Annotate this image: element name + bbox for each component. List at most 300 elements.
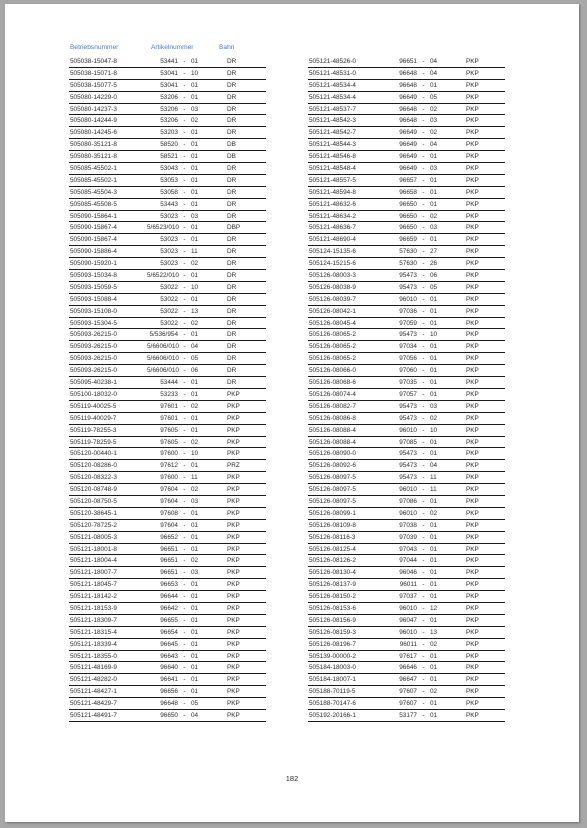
- artikelnummer-number: 96047: [399, 616, 417, 624]
- betriebsnummer-cell: 505126-08065-2: [309, 355, 356, 363]
- artikelnummer-number: 96649: [399, 165, 417, 173]
- artikelnummer-separator: -: [422, 176, 425, 184]
- bahn-cell: PKP: [227, 509, 240, 517]
- artikelnummer-number: 96641: [160, 676, 178, 684]
- table-row: [69, 413, 266, 425]
- artikelnummer-number: 97036: [399, 307, 417, 315]
- artikelnummer-suffix: 01: [191, 165, 199, 173]
- table-row: [308, 674, 505, 686]
- betriebsnummer-cell: 505126-08066-0: [309, 367, 356, 375]
- artikelnummer-suffix: 03: [191, 497, 199, 505]
- artikelnummer-suffix: 01: [191, 533, 199, 541]
- artikelnummer-suffix: 01: [191, 272, 199, 280]
- artikelnummer-number: 57630: [399, 260, 417, 268]
- betriebsnummer-cell: 505119-78259-5: [70, 438, 117, 446]
- artikelnummer-separator: -: [183, 105, 186, 113]
- artikelnummer-separator: -: [183, 200, 186, 208]
- artikelnummer-cell: [386, 403, 461, 411]
- artikelnummer-number: 96648: [399, 81, 417, 89]
- table-row: [69, 686, 266, 698]
- artikelnummer-suffix: 01: [191, 521, 199, 529]
- artikelnummer-number: 96643: [160, 652, 178, 660]
- table-row: [308, 437, 505, 449]
- betriebsnummer-cell: 505121-08005-3: [70, 533, 117, 541]
- artikelnummer-number: 5/6522/010: [147, 272, 179, 280]
- bahn-cell: PKP: [466, 676, 479, 684]
- bahn-cell: PKP: [227, 450, 240, 458]
- betriebsnummer-cell: 505126-08042-1: [309, 307, 356, 315]
- artikelnummer-number: 97604: [160, 497, 178, 505]
- artikelnummer-separator: -: [183, 188, 186, 196]
- artikelnummer-separator: -: [183, 283, 186, 291]
- bahn-cell: PKP: [227, 640, 240, 648]
- artikelnummer-suffix: 01: [191, 331, 199, 339]
- table-row: [69, 662, 266, 674]
- table-row: [69, 341, 266, 353]
- artikelnummer-number: 96011: [399, 581, 417, 589]
- table-row: [69, 591, 266, 603]
- bahn-cell: PKP: [466, 509, 479, 517]
- betriebsnummer-cell: 505126-08068-6: [309, 379, 356, 387]
- betriebsnummer-cell: 505121-48534-4: [309, 81, 356, 89]
- artikelnummer-number: 96653: [160, 581, 178, 589]
- artikelnummer-suffix: 01: [191, 652, 199, 660]
- table-row: [308, 127, 505, 139]
- artikelnummer-cell: [147, 474, 222, 482]
- table-row: [308, 80, 505, 92]
- bahn-cell: PKP: [466, 272, 479, 280]
- table-row: [69, 674, 266, 686]
- betriebsnummer-cell: 505038-15077-5: [70, 81, 117, 89]
- artikelnummer-cell: [386, 308, 461, 316]
- betriebsnummer-cell: 505090-15886-4: [70, 248, 117, 256]
- betriebsnummer-cell: 505093-26215-0: [70, 367, 117, 375]
- artikelnummer-separator: -: [183, 474, 186, 482]
- table-row: [308, 425, 505, 437]
- artikelnummer-cell: [386, 641, 461, 649]
- artikelnummer-number: 96645: [160, 640, 178, 648]
- bahn-cell: DR: [227, 367, 237, 375]
- artikelnummer-number: 95473: [399, 402, 417, 410]
- bahn-cell: DR: [227, 295, 237, 303]
- artikelnummer-cell: [386, 296, 461, 304]
- artikelnummer-suffix: 01: [191, 379, 199, 387]
- bahn-cell: PKP: [227, 474, 240, 482]
- artikelnummer-number: 53443: [160, 200, 178, 208]
- artikelnummer-suffix: 05: [430, 93, 438, 101]
- artikelnummer-number: 96649: [399, 153, 417, 161]
- betriebsnummer-cell: 505121-48526-0: [309, 58, 356, 65]
- betriebsnummer-cell: 505126-08082-7: [309, 402, 356, 410]
- bahn-cell: PKP: [466, 295, 479, 303]
- artikelnummer-suffix: 01: [430, 200, 438, 208]
- artikelnummer-suffix: 01: [430, 236, 438, 244]
- bahn-cell: PKP: [466, 688, 479, 696]
- artikelnummer-cell: [386, 391, 461, 399]
- artikelnummer-separator: -: [183, 414, 186, 422]
- artikelnummer-cell: [386, 236, 461, 244]
- bahn-cell: PKP: [466, 414, 479, 422]
- artikelnummer-suffix: 02: [191, 486, 199, 494]
- artikelnummer-separator: -: [422, 117, 425, 125]
- betriebsnummer-cell: 505121-18309-7: [70, 616, 117, 624]
- betriebsnummer-cell: 505126-08125-4: [309, 545, 356, 553]
- betriebsnummer-cell: 505126-08150-2: [309, 593, 356, 601]
- artikelnummer-separator: -: [183, 545, 186, 553]
- artikelnummer-separator: -: [183, 700, 186, 708]
- artikelnummer-cell: [386, 534, 461, 542]
- table-row: [69, 318, 266, 330]
- artikelnummer-separator: -: [422, 593, 425, 601]
- table-row: [69, 163, 266, 175]
- artikelnummer-number: 53041: [160, 69, 178, 77]
- betriebsnummer-cell: 505126-08116-3: [309, 533, 356, 541]
- table-row: [308, 710, 505, 722]
- artikelnummer-separator: -: [422, 569, 425, 577]
- artikelnummer-cell: [147, 236, 222, 244]
- right-table-body: [308, 56, 505, 722]
- artikelnummer-number: 96650: [399, 212, 417, 220]
- left-table-body: [69, 56, 266, 722]
- artikelnummer-cell: [147, 427, 222, 435]
- artikelnummer-suffix: 10: [191, 283, 199, 291]
- artikelnummer-cell: [386, 617, 461, 625]
- artikelnummer-number: 57630: [399, 248, 417, 256]
- artikelnummer-number: 53023: [160, 248, 178, 256]
- betriebsnummer-cell: 505120-00440-1: [70, 450, 117, 458]
- artikelnummer-cell: [147, 94, 222, 102]
- artikelnummer-number: 96647: [399, 676, 417, 684]
- artikelnummer-suffix: 26: [430, 260, 438, 268]
- table-row: [69, 615, 266, 627]
- betriebsnummer-cell: 505126-08097-5: [309, 486, 356, 494]
- artikelnummer-number: 96651: [160, 545, 178, 553]
- artikelnummer-number: 53023: [160, 260, 178, 268]
- bahn-cell: DR: [227, 117, 237, 125]
- artikelnummer-suffix: 02: [191, 319, 199, 327]
- table-row: [69, 282, 266, 294]
- artikelnummer-separator: -: [422, 628, 425, 636]
- artikelnummer-separator: -: [422, 545, 425, 553]
- artikelnummer-suffix: 01: [430, 379, 438, 387]
- artikelnummer-suffix: 10: [430, 331, 438, 339]
- table-row: [69, 460, 266, 472]
- artikelnummer-cell: [386, 367, 461, 375]
- artikelnummer-suffix: 01: [191, 545, 199, 553]
- bahn-cell: PKP: [227, 533, 240, 541]
- table-row: [69, 329, 266, 341]
- table-row: [69, 698, 266, 710]
- artikelnummer-separator: -: [422, 486, 425, 494]
- artikelnummer-separator: -: [422, 343, 425, 351]
- betriebsnummer-cell: 505121-48636-7: [309, 224, 356, 232]
- artikelnummer-suffix: 01: [191, 664, 199, 672]
- artikelnummer-cell: [386, 629, 461, 637]
- artikelnummer-suffix: 01: [191, 593, 199, 601]
- artikelnummer-number: 97085: [399, 438, 417, 446]
- bahn-cell: DR: [227, 69, 237, 77]
- artikelnummer-suffix: 06: [430, 272, 438, 280]
- artikelnummer-suffix: 03: [191, 105, 199, 113]
- artikelnummer-suffix: 01: [191, 236, 199, 244]
- artikelnummer-suffix: 02: [430, 212, 438, 220]
- artikelnummer-cell: [386, 165, 461, 173]
- artikelnummer-cell: [147, 486, 222, 494]
- betriebsnummer-cell: 505120-08322-3: [70, 474, 117, 482]
- table-row: [308, 68, 505, 80]
- artikelnummer-separator: -: [183, 141, 186, 149]
- artikelnummer-cell: [386, 439, 461, 447]
- bahn-cell: PKP: [466, 81, 479, 89]
- betriebsnummer-cell: 505121-18045-7: [70, 581, 117, 589]
- artikelnummer-separator: -: [422, 438, 425, 446]
- bahn-cell: PKP: [227, 688, 240, 696]
- artikelnummer-suffix: 02: [430, 414, 438, 422]
- table-row: [308, 615, 505, 627]
- bahn-cell: PKP: [227, 593, 240, 601]
- artikelnummer-cell: [386, 177, 461, 185]
- artikelnummer-cell: [147, 534, 222, 542]
- artikelnummer-separator: -: [183, 212, 186, 220]
- artikelnummer-separator: -: [183, 319, 186, 327]
- betriebsnummer-cell: 505119-40029-7: [70, 414, 117, 422]
- betriebsnummer-cell: 505120-08286-0: [70, 462, 117, 470]
- betriebsnummer-cell: 505120-08748-9: [70, 486, 117, 494]
- table-row: [69, 222, 266, 234]
- artikelnummer-cell: [147, 462, 222, 470]
- artikelnummer-suffix: 01: [430, 700, 438, 708]
- bahn-cell: PKP: [466, 212, 479, 220]
- betriebsnummer-cell: 505080-14244-9: [70, 117, 117, 125]
- table-row: [69, 520, 266, 532]
- artikelnummer-separator: -: [183, 355, 186, 363]
- betriebsnummer-cell: 505121-48557-5: [309, 176, 356, 184]
- table-row: [308, 341, 505, 353]
- artikelnummer-suffix: 01: [430, 533, 438, 541]
- betriebsnummer-cell: 505121-48546-8: [309, 153, 356, 161]
- bahn-cell: DB: [227, 153, 236, 161]
- artikelnummer-number: 97608: [160, 509, 178, 517]
- table-row: [308, 639, 505, 651]
- artikelnummer-number: 96649: [399, 141, 417, 149]
- artikelnummer-separator: -: [422, 557, 425, 565]
- artikelnummer-suffix: 12: [430, 604, 438, 612]
- betriebsnummer-cell: 505085-45508-5: [70, 200, 117, 208]
- artikelnummer-suffix: 02: [430, 509, 438, 517]
- artikelnummer-suffix: 01: [430, 295, 438, 303]
- table-row: [308, 234, 505, 246]
- bahn-cell: PKP: [466, 711, 479, 719]
- artikelnummer-suffix: 02: [191, 438, 199, 446]
- artikelnummer-number: 96010: [399, 509, 417, 517]
- artikelnummer-number: 97604: [160, 521, 178, 529]
- artikelnummer-separator: -: [183, 640, 186, 648]
- artikelnummer-suffix: 01: [430, 676, 438, 684]
- bahn-cell: DR: [227, 319, 237, 327]
- artikelnummer-number: 97043: [399, 545, 417, 553]
- bahn-cell: DR: [227, 343, 237, 351]
- artikelnummer-cell: [386, 248, 461, 256]
- artikelnummer-separator: -: [422, 141, 425, 149]
- artikelnummer-suffix: 01: [430, 307, 438, 315]
- artikelnummer-separator: -: [422, 58, 425, 65]
- artikelnummer-separator: -: [183, 93, 186, 101]
- artikelnummer-separator: -: [183, 628, 186, 636]
- artikelnummer-suffix: 10: [430, 426, 438, 434]
- artikelnummer-separator: -: [183, 260, 186, 268]
- table-row: [69, 603, 266, 615]
- artikelnummer-separator: -: [183, 676, 186, 684]
- artikelnummer-cell: [147, 450, 222, 458]
- artikelnummer-number: 96655: [160, 616, 178, 624]
- bahn-cell: PKP: [466, 224, 479, 232]
- artikelnummer-number: 96649: [399, 93, 417, 101]
- artikelnummer-separator: -: [422, 153, 425, 161]
- artikelnummer-suffix: 01: [430, 355, 438, 363]
- artikelnummer-number: 97601: [160, 402, 178, 410]
- betriebsnummer-cell: 505121-48542-3: [309, 117, 356, 125]
- artikelnummer-cell: [147, 224, 222, 232]
- artikelnummer-suffix: 10: [191, 450, 199, 458]
- artikelnummer-suffix: 01: [430, 367, 438, 375]
- table-row: [308, 698, 505, 710]
- betriebsnummer-cell: 505126-08039-7: [309, 295, 356, 303]
- bahn-cell: DR: [227, 200, 237, 208]
- artikelnummer-cell: [147, 153, 222, 161]
- betriebsnummer-cell: 505121-48632-6: [309, 200, 356, 208]
- artikelnummer-suffix: 01: [430, 652, 438, 660]
- artikelnummer-separator: -: [422, 474, 425, 482]
- bahn-cell: DR: [227, 165, 237, 173]
- artikelnummer-number: 96656: [160, 688, 178, 696]
- artikelnummer-separator: -: [183, 69, 186, 77]
- table-row: [308, 270, 505, 282]
- artikelnummer-number: 97060: [399, 367, 417, 375]
- artikelnummer-suffix: 01: [430, 343, 438, 351]
- betriebsnummer-cell: 505121-18001-8: [70, 545, 117, 553]
- table-row: [69, 139, 266, 151]
- artikelnummer-separator: -: [422, 664, 425, 672]
- artikelnummer-separator: -: [422, 414, 425, 422]
- table-row: [69, 508, 266, 520]
- table-row: [69, 532, 266, 544]
- artikelnummer-number: 53444: [160, 379, 178, 387]
- table-row: [69, 425, 266, 437]
- artikelnummer-cell: [386, 213, 461, 221]
- table-row: [308, 365, 505, 377]
- table-row: [308, 258, 505, 270]
- artikelnummer-suffix: 01: [191, 224, 199, 232]
- betriebsnummer-cell: 505126-08099-1: [309, 509, 356, 517]
- betriebsnummer-cell: 505120-38645-1: [70, 509, 117, 517]
- artikelnummer-number: 97034: [399, 343, 417, 351]
- betriebsnummer-cell: 505090-15920-1: [70, 260, 117, 268]
- artikelnummer-cell: [386, 355, 461, 363]
- table-header: [69, 44, 266, 54]
- bahn-cell: PKP: [466, 521, 479, 529]
- artikelnummer-separator: -: [183, 58, 186, 65]
- bahn-cell: PKP: [227, 486, 240, 494]
- artikelnummer-separator: -: [183, 652, 186, 660]
- page-number: 182: [285, 774, 299, 783]
- bahn-cell: PKP: [466, 105, 479, 113]
- bahn-cell: DR: [227, 81, 237, 89]
- artikelnummer-separator: -: [422, 200, 425, 208]
- artikelnummer-suffix: 01: [191, 581, 199, 589]
- bahn-cell: PRZ: [227, 462, 240, 470]
- betriebsnummer-cell: 505184-18007-1: [309, 676, 356, 684]
- artikelnummer-suffix: 01: [191, 414, 199, 422]
- artikelnummer-number: 96648: [399, 117, 417, 125]
- table-row: [308, 56, 505, 68]
- artikelnummer-suffix: 11: [430, 474, 437, 482]
- betriebsnummer-cell: 505126-08159-3: [309, 628, 356, 636]
- artikelnummer-number: 97057: [399, 390, 417, 398]
- betriebsnummer-cell: 505121-48594-8: [309, 188, 356, 196]
- betriebsnummer-cell: 505121-48690-4: [309, 236, 356, 244]
- artikelnummer-cell: [147, 129, 222, 137]
- artikelnummer-suffix: 01: [191, 58, 199, 65]
- table-row: [308, 544, 505, 556]
- artikelnummer-suffix: 01: [430, 581, 438, 589]
- bahn-cell: DBP: [227, 224, 241, 232]
- artikelnummer-cell: [147, 343, 222, 351]
- table-row: [69, 68, 266, 80]
- artikelnummer-separator: -: [422, 379, 425, 387]
- betriebsnummer-cell: 505121-48634-2: [309, 212, 356, 220]
- bahn-cell: PKP: [466, 569, 479, 577]
- artikelnummer-number: 53206: [160, 117, 178, 125]
- bahn-cell: PKP: [466, 117, 479, 125]
- betriebsnummer-cell: 505038-15047-8: [70, 58, 117, 65]
- table-row: [69, 365, 266, 377]
- artikelnummer-cell: [147, 82, 222, 90]
- artikelnummer-separator: -: [422, 711, 425, 719]
- artikelnummer-suffix: 01: [430, 153, 438, 161]
- table-row: [69, 234, 266, 246]
- artikelnummer-cell: [147, 403, 222, 411]
- artikelnummer-cell: [386, 427, 461, 435]
- bahn-cell: DR: [227, 236, 237, 244]
- artikelnummer-separator: -: [183, 616, 186, 624]
- betriebsnummer-cell: 505121-48544-3: [309, 141, 356, 149]
- artikelnummer-separator: -: [422, 224, 425, 232]
- bahn-cell: DR: [227, 379, 237, 387]
- artikelnummer-cell: [147, 379, 222, 387]
- bahn-cell: PKP: [466, 307, 479, 315]
- table-row: [69, 484, 266, 496]
- betriebsnummer-cell: 505093-15304-5: [70, 319, 117, 327]
- table-row: [69, 567, 266, 579]
- artikelnummer-cell: [386, 664, 461, 672]
- bahn-cell: DR: [227, 129, 237, 137]
- artikelnummer-number: 53022: [160, 319, 178, 327]
- artikelnummer-suffix: 01: [191, 426, 199, 434]
- header-betriebsnummer: Betriebsnummer: [70, 44, 119, 51]
- artikelnummer-suffix: 03: [430, 224, 438, 232]
- table-row: [69, 496, 266, 508]
- betriebsnummer-cell: 505080-35121-8: [70, 153, 117, 161]
- artikelnummer-number: 97605: [160, 438, 178, 446]
- bahn-cell: DR: [227, 272, 237, 280]
- artikelnummer-suffix: 02: [191, 117, 199, 125]
- betriebsnummer-cell: 505126-08065-2: [309, 343, 356, 351]
- betriebsnummer-cell: 505090-15864-1: [70, 212, 117, 220]
- betriebsnummer-cell: 505121-48531-0: [309, 69, 356, 77]
- artikelnummer-separator: -: [422, 616, 425, 624]
- artikelnummer-separator: -: [183, 81, 186, 89]
- bahn-cell: DR: [227, 58, 237, 65]
